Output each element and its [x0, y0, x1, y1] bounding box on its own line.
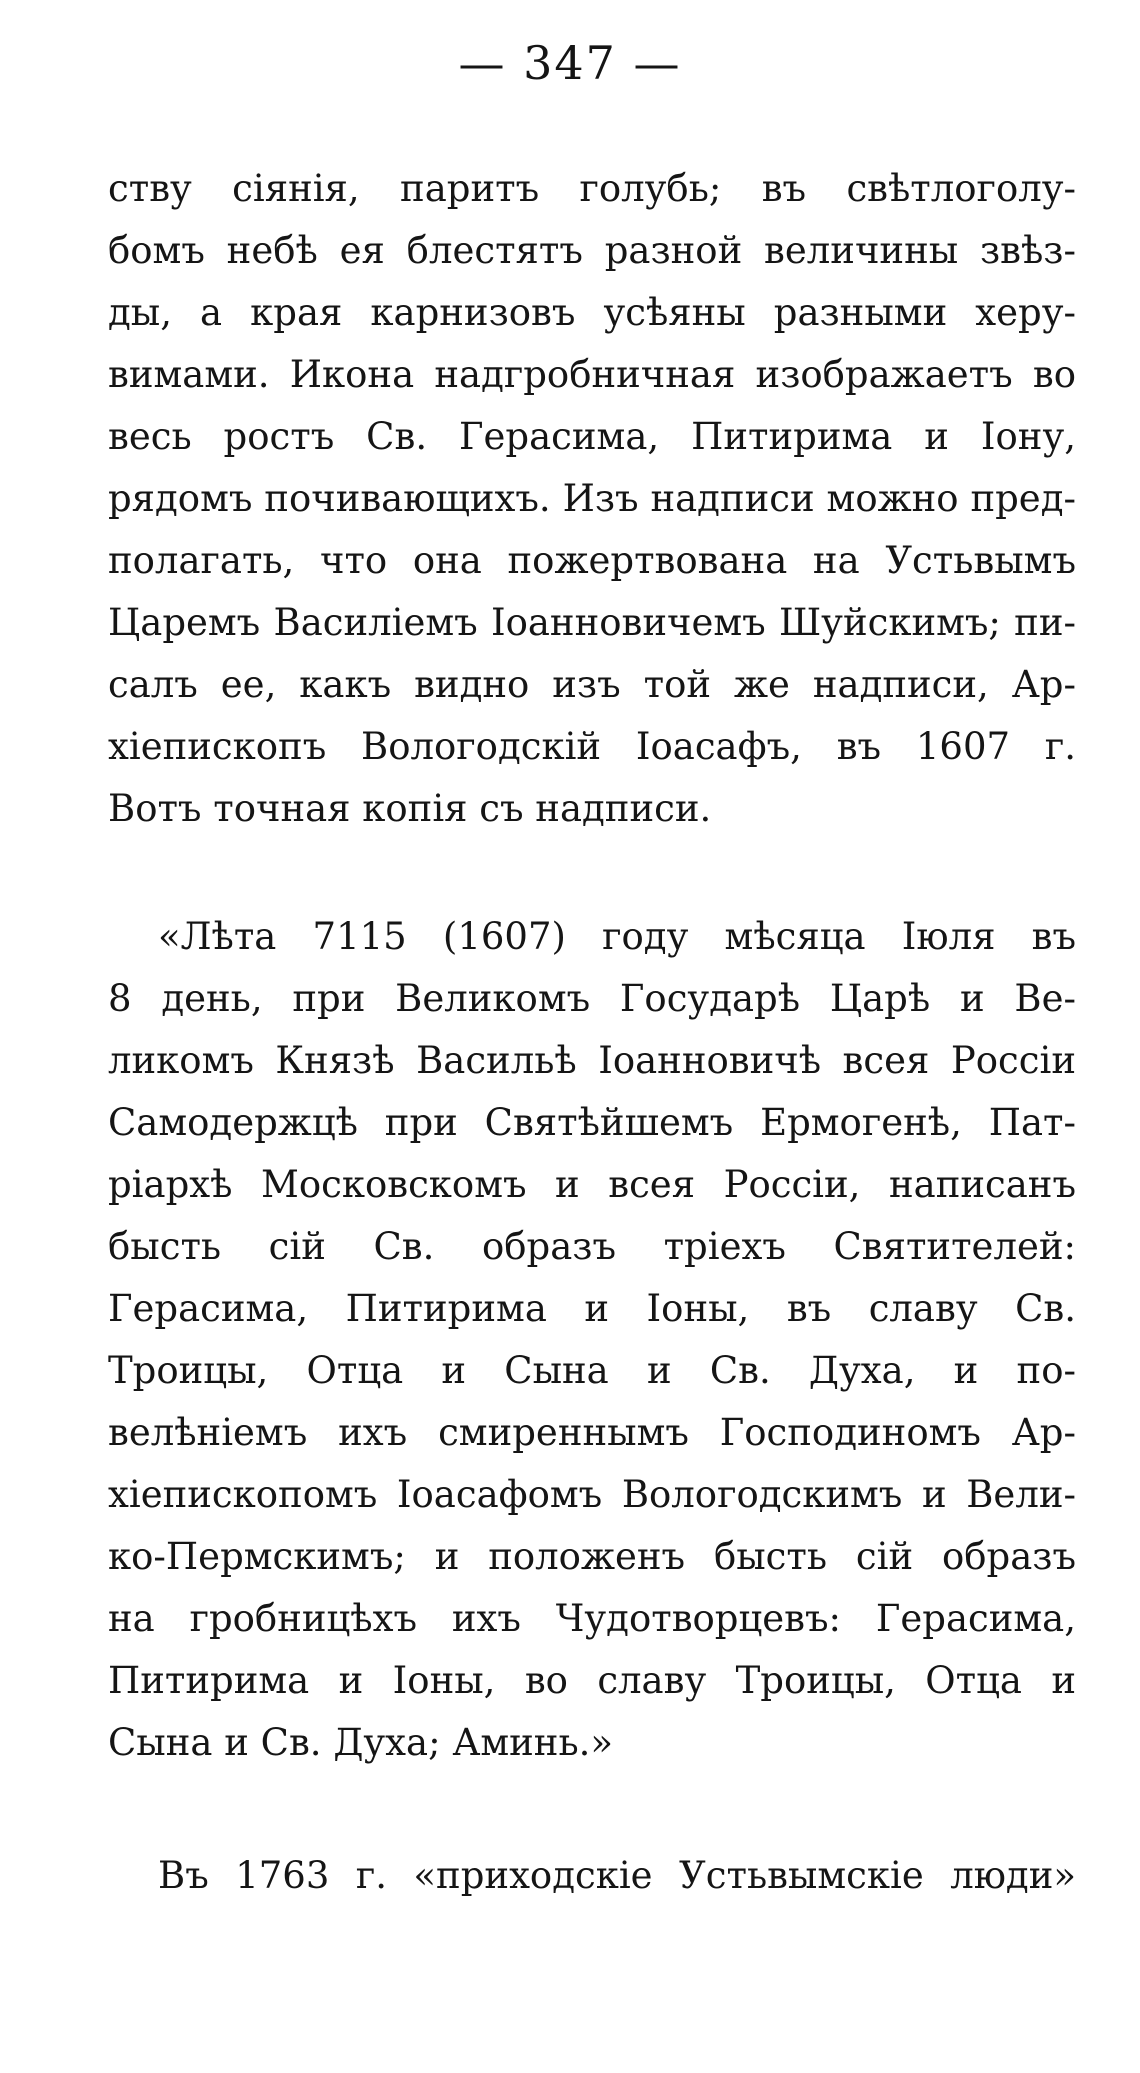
text-line: бысть сій Св. образъ тріехъ Святителей: — [108, 1225, 1076, 1268]
text-line: Царемъ Василіемъ Іоанновичемъ Шуйскимъ; пи- — [108, 601, 1076, 644]
text-line: салъ ее, какъ видно изъ той же надписи, Ар- — [108, 663, 1076, 706]
page-number: — 347 — — [458, 36, 682, 90]
text-line: на гробницѣхъ ихъ Чудотворцевъ: Герасима, — [108, 1597, 1076, 1640]
text-line: Самодержцѣ при Святѣйшемъ Ермогенѣ, Пат- — [108, 1101, 1076, 1144]
text-line: бомъ небѣ ея блестятъ разной величины звѣз- — [108, 229, 1076, 272]
paragraph-3 — [108, 1845, 1076, 1907]
text-line: ству сіянія, паритъ голубь; въ свѣтлоголу- — [108, 167, 1076, 210]
text-line: Троицы, Отца и Сына и Св. Духа, и по- — [108, 1349, 1076, 1392]
text-line: полагать, что она пожертвована на Устьвымъ — [108, 539, 1076, 582]
text-line: Питирима и Іоны, во славу Троицы, Отца и — [108, 1659, 1076, 1702]
text-line: вимами. Икона надгробничная изображаетъ во — [108, 353, 1076, 396]
text-line: ликомъ Князѣ Васильѣ Іоанновичѣ всея Россіи — [108, 1039, 1076, 1082]
text-line: Сына и Св. Духа; Аминь.» — [108, 1721, 613, 1764]
text-line: велѣніемъ ихъ смиреннымъ Господиномъ Ар- — [108, 1411, 1076, 1454]
text-line: 8 день, при Великомъ Государѣ Царѣ и Ве- — [108, 977, 1076, 1020]
text-line: ды, а края карнизовъ усѣяны разными херу- — [108, 291, 1076, 334]
text-line: хіепископомъ Іоасафомъ Вологодскимъ и Вели- — [108, 1473, 1076, 1516]
paragraph-1 — [108, 158, 1076, 840]
text-line: хіепископъ Вологодскій Іоасафъ, въ 1607 г. — [108, 725, 1076, 768]
text-line: Вотъ точная копія съ надписи. — [108, 787, 712, 830]
text-line: рядомъ почивающихъ. Изъ надписи можно пред- — [108, 477, 1076, 520]
text-line: ко-Пермскимъ; и положенъ бысть сій образъ — [108, 1535, 1076, 1578]
text-line: Герасима, Питирима и Іоны, въ славу Св. — [108, 1287, 1076, 1330]
text-line: Въ 1763 г. «приходскіе Устьвымскіе люди» — [158, 1854, 1076, 1897]
text-line: «Лѣта 7115 (1607) году мѣсяца Іюля въ — [158, 915, 1076, 958]
text-line: ріархѣ Московскомъ и всея Россіи, написанъ — [108, 1163, 1076, 1206]
text-line: весь ростъ Св. Герасима, Питирима и Іону, — [108, 415, 1076, 458]
paragraph-2-inscription — [108, 906, 1076, 1774]
